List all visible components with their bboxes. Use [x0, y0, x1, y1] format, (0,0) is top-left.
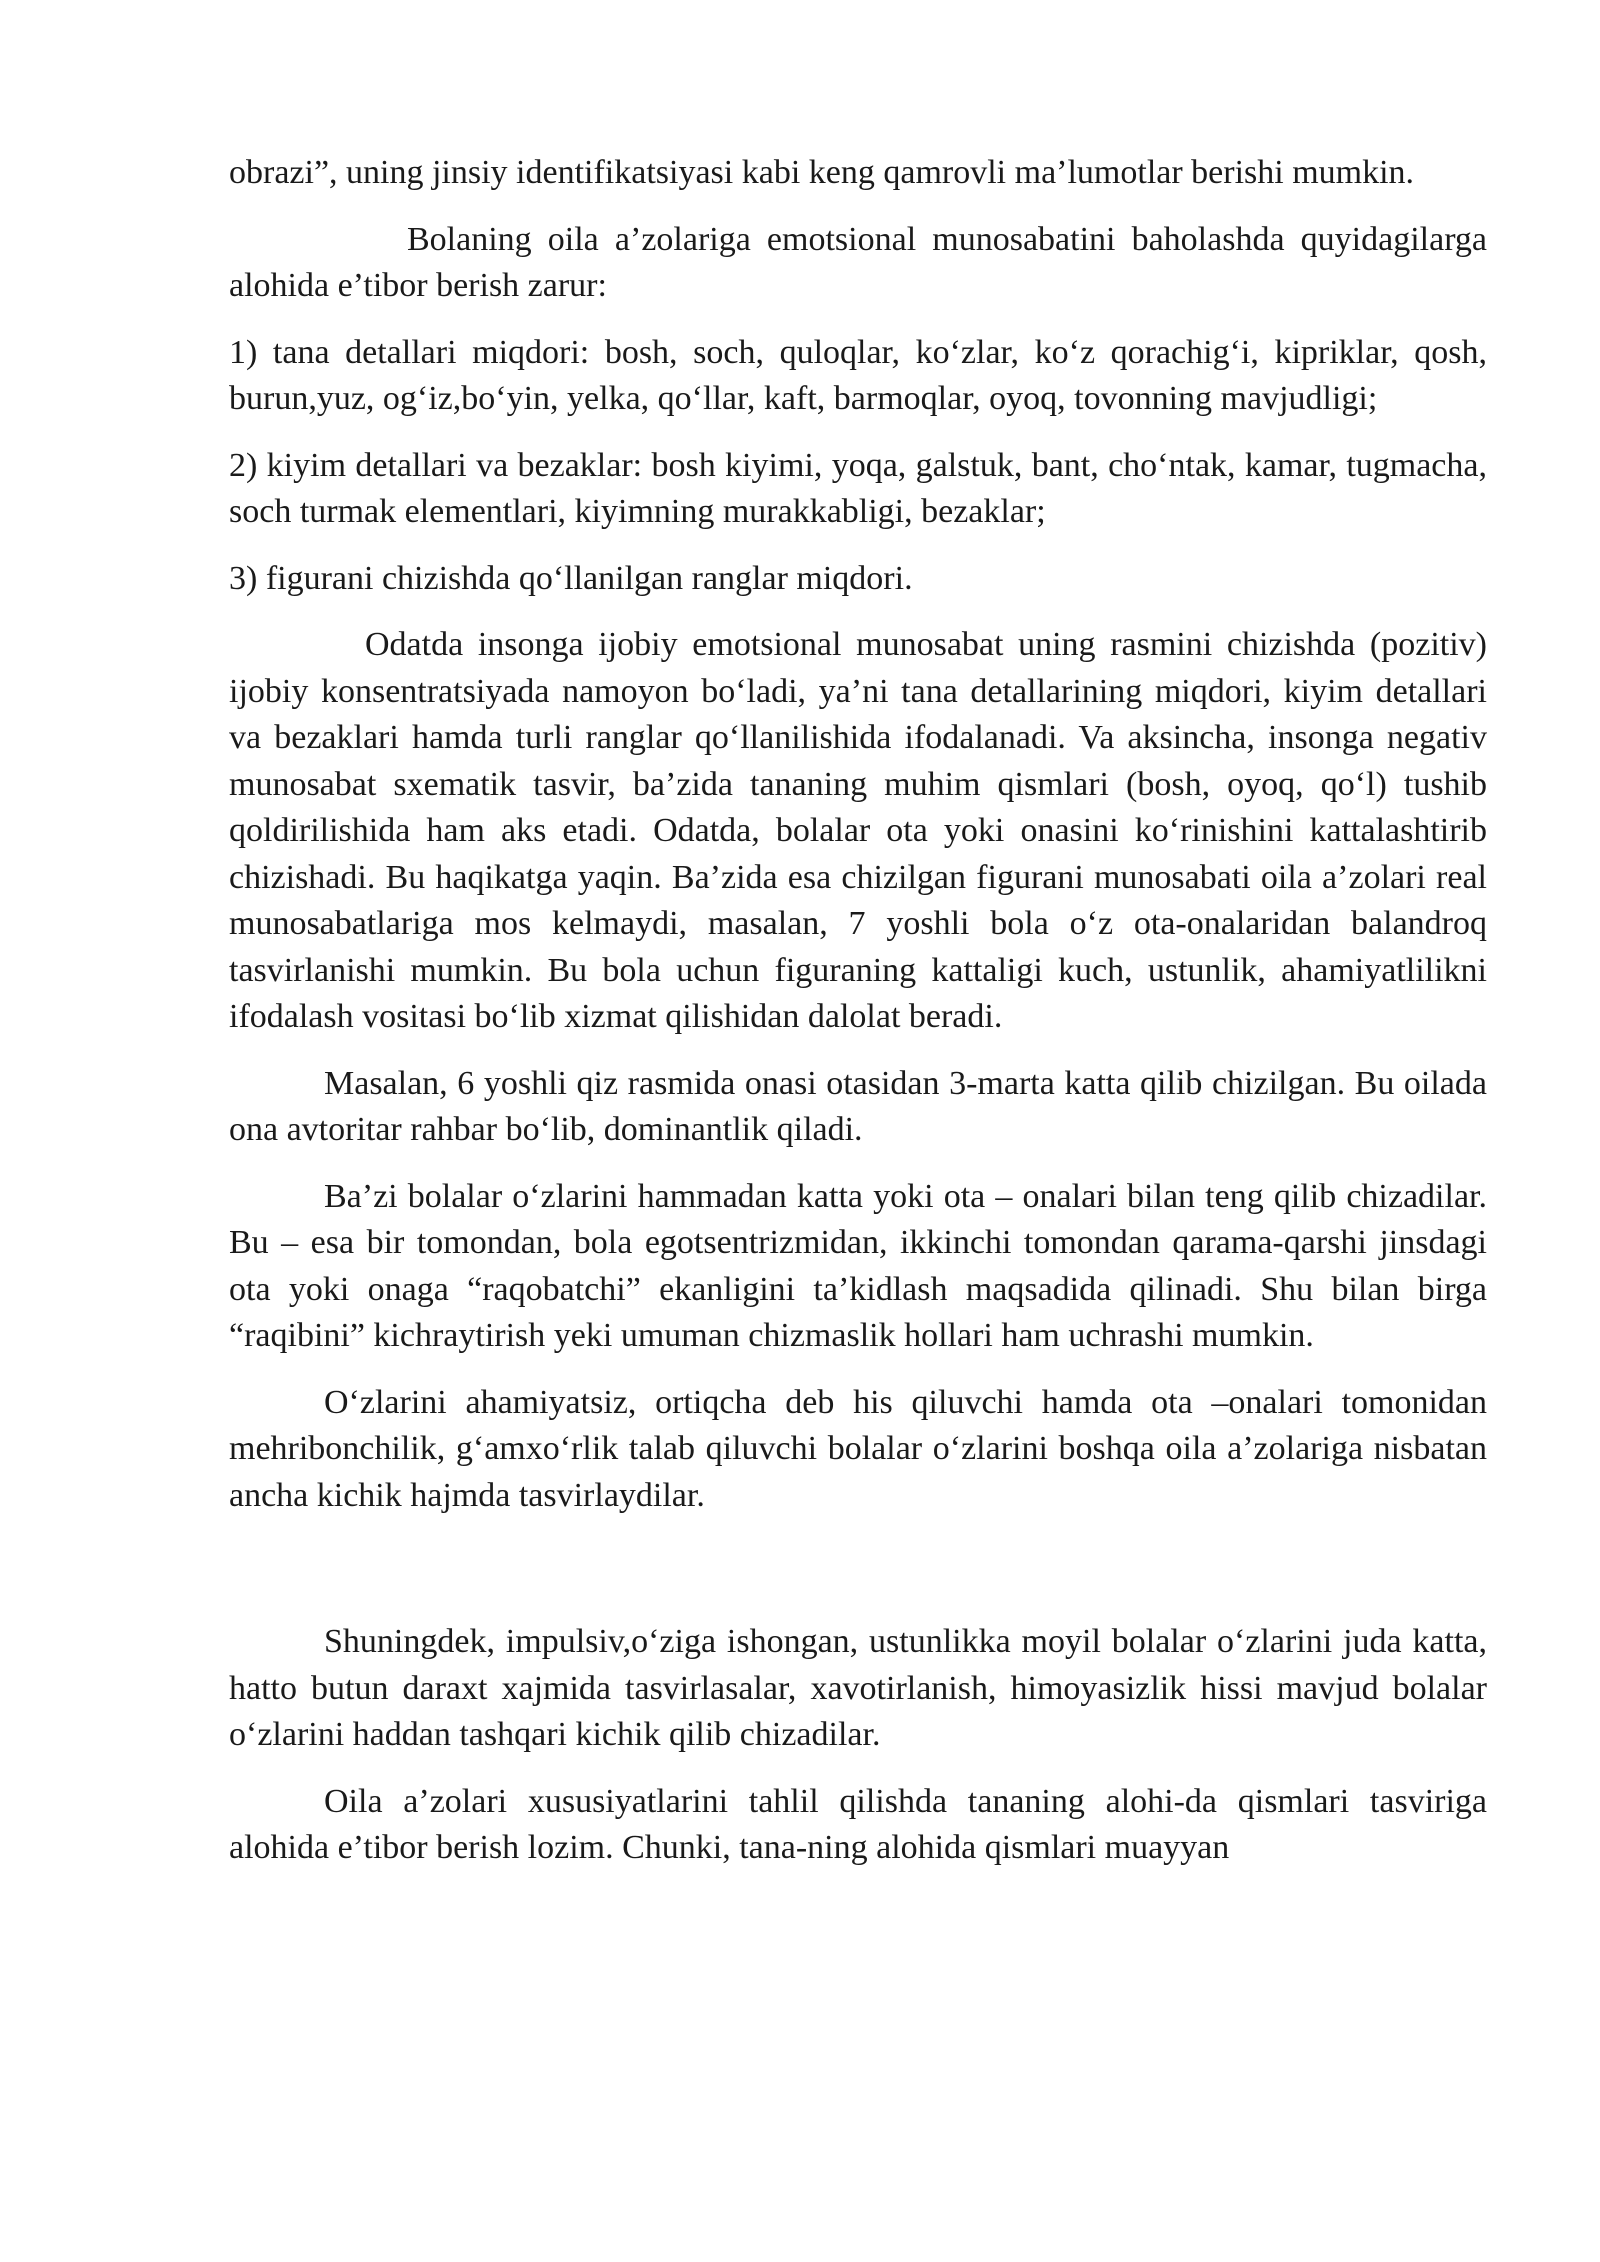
paragraph-self-size: Ba’zi bolalar o‘zlarini hammadan katta yoki ota – onalari bilan teng qilib chizadilar. Bu – esa bir tomondan, bola egotsentrizmidan, ikkinchi tomondan qarama-qarshi jinsdagi ota yoki onaga “raqobatchi” ekanligini ta’kidlash maqsadida qilinadi. Shu bilan birga “raqibini” kichraytirish yeki umuman chizmaslik hollari ham uchrashi mumkin.	[229, 1177, 1487, 1354]
paragraph-evaluation-intro: Bolaning oila a’zolariga emotsional munosabatini baholashda quyidagilarga alohida e’tibor berish zarur:	[229, 220, 1487, 304]
paragraph-family-analysis: Oila a’zolari xususiyatlarini tahlil qilishda tananing alohi-da qismlari tasviriga alohida e’tibor berish lozim. Chunki, tana-ning alohida qismlari muayyan	[229, 1782, 1487, 1866]
paragraph-impulsive: Shuningdek, impulsiv,o‘ziga ishongan, ustunlikka moyil bolalar o‘zlarini juda katta, hatto butun daraxt xajmida tasvirlasalar, xavotirlanish, himoyasizlik hissi mavjud bolalar o‘zlarini haddan tashqari kichik qilib chizadilar.	[229, 1623, 1487, 1753]
paragraph-positive-attitude: Odatda insonga ijobiy emotsional munosabat uning rasmini chizishda (pozitiv) ijobiy konsentratsiyada namoyon bo‘ladi, ya’ni tana detallarining miqdori, kiyim detallari va bezaklari hamda turli ranglar qo‘llanilishida ifodalanadi. Va aksincha, insonga negativ munosabat sxematik tasvir, ba’zida tananing muhim qismlari (bosh, oyoq, qo‘l) tushib qoldirilishida ham aks etadi. Odatda, bolalar ota yoki onasini ko‘rinishini kattalashtirib chizishadi. Bu haqikatga yaqin. Ba’zida esa chizilgan figurani munosabati oila a’zolari real munosabatlariga mos kelmaydi, masalan, 7 yoshli bola o‘z ota-onalaridan balandroq tasvirlanishi mumkin. Bu bola uchun figuraning kattaligi kuch, ustunlik, ahamiyatlilikni ifodalash vositasi bo‘lib xizmat qilishidan dalolat beradi.	[229, 626, 1487, 1035]
paragraph-example-girl: Masalan, 6 yoshli qiz rasmida onasi otasidan 3-marta katta qilib chizilgan. Bu oilada ona avtoritar rahbar bo‘lib, dominantlik qiladi.	[229, 1064, 1487, 1148]
list-item-body-details: 1) tana detallari miqdori: bosh, soch, quloqlar, ko‘zlar, ko‘z qorachig‘i, kipriklar, qosh, burun,yuz, og‘iz,bo‘yin, yelka, qo‘llar, kaft, barmoqlar, oyoq, tovonning mavjudligi;	[229, 333, 1487, 417]
list-item-clothing-details: 2) kiyim detallari va bezaklar: bosh kiyimi, yoqa, galstuk, bant, cho‘ntak, kamar, tugmacha, soch turmak elementlari, kiyimning murakkabligi, bezaklar;	[229, 446, 1487, 530]
blank-space	[229, 1539, 1487, 1619]
paragraph-insignificant: O‘zlarini ahamiyatsiz, ortiqcha deb his qiluvchi hamda ota –onalari tomonidan mehribonchilik, g‘amxo‘rlik talab qiluvchi bolalar o‘zlarini boshqa oila a’zolariga nisbatan ancha kichik hajmda tasvirlaydilar.	[229, 1383, 1487, 1514]
list-item-colors: 3) figurani chizishda qo‘llanilgan ranglar miqdori.	[229, 559, 913, 597]
document-page	[229, 150, 1487, 1892]
paragraph-continuation: obrazi”, uning jinsiy identifikatsiyasi kabi keng qamrovli ma’lumotlar berishi mumkin.	[229, 154, 1415, 191]
